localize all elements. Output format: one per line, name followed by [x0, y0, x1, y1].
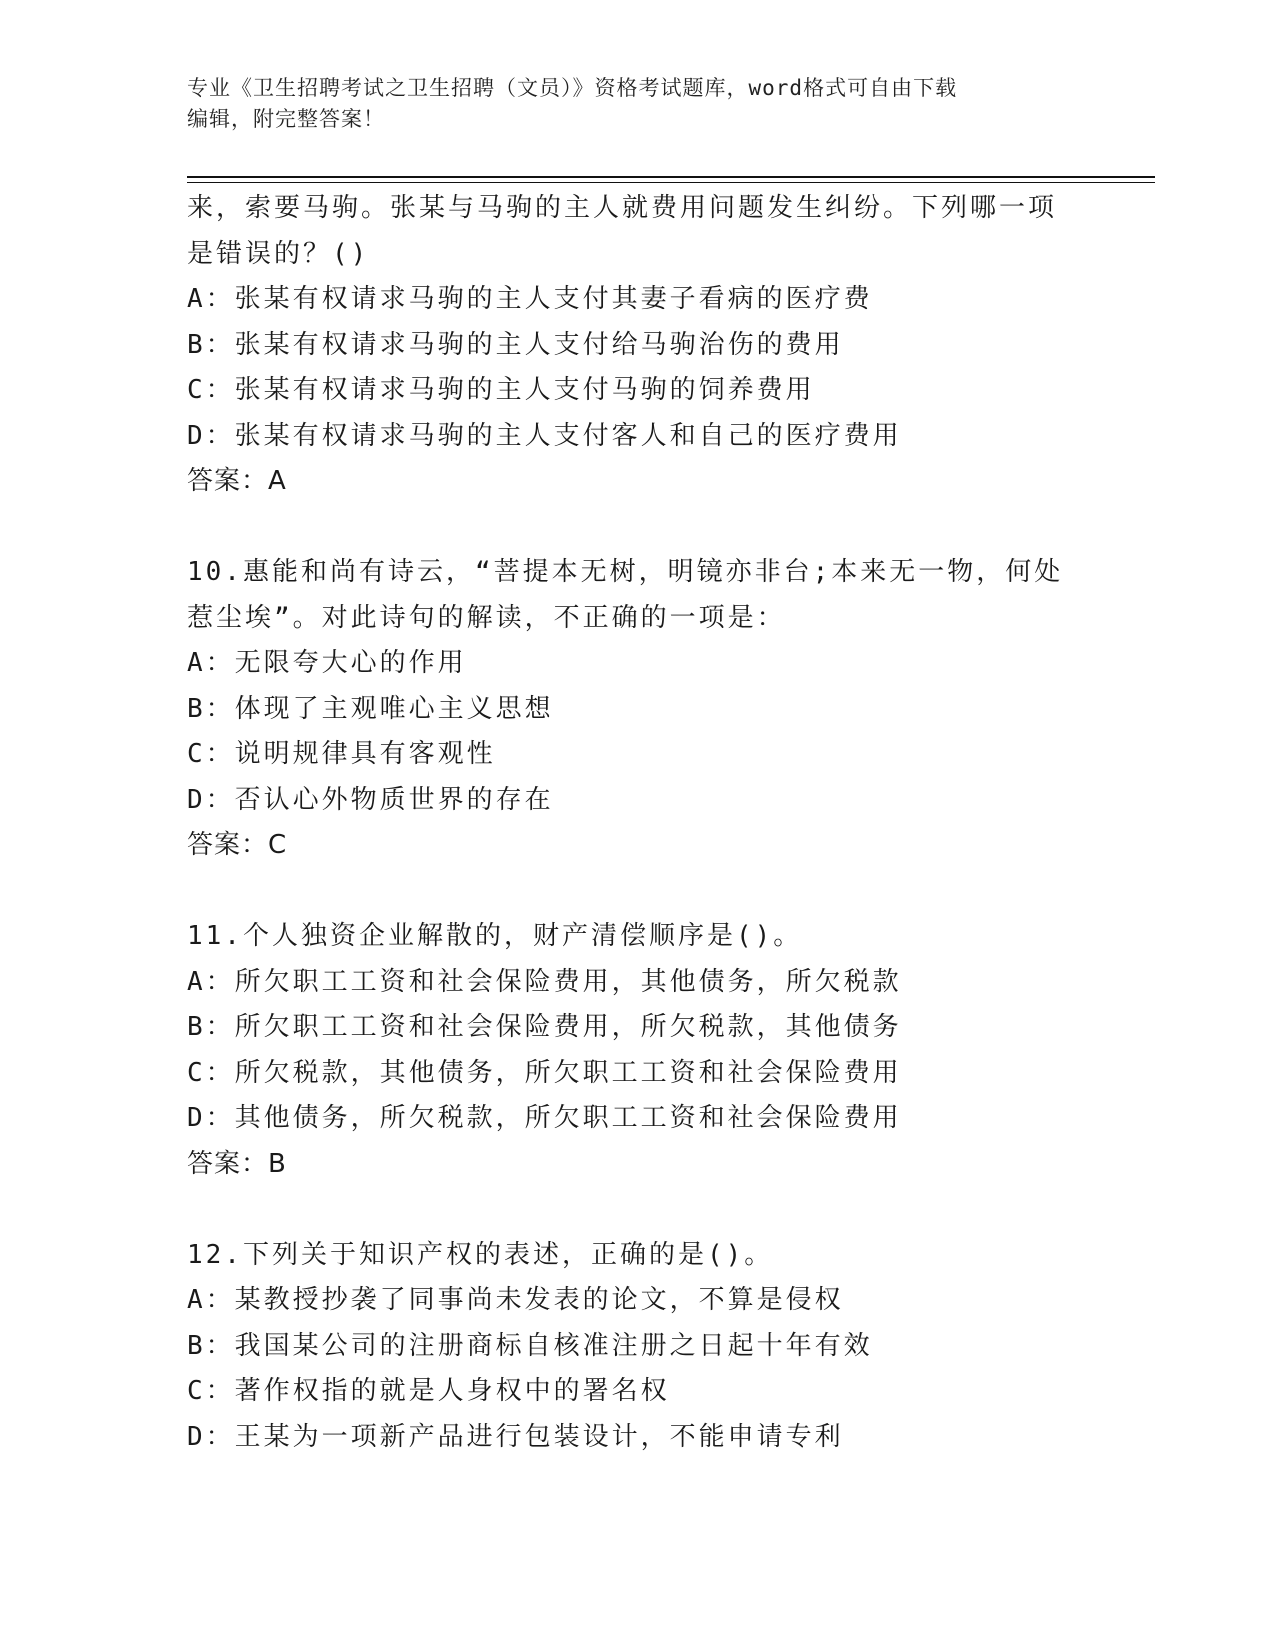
option-b: B：我国某公司的注册商标自核准注册之日起十年有效 — [187, 1330, 873, 1361]
spacer — [187, 869, 1087, 915]
question-stem: 惹尘埃”。对此诗句的解读，不正确的一项是： — [187, 602, 786, 633]
option-b: B：所欠职工工资和社会保险费用，所欠税款，其他债务 — [187, 1012, 902, 1042]
option-a: A：张某有权请求马驹的主人支付其妻子看病的医疗费 — [187, 284, 873, 314]
header-divider-thin — [187, 182, 1155, 183]
answer-line: 答案：B — [187, 1148, 287, 1179]
option-d: D：否认心外物质世界的存在 — [187, 784, 554, 815]
header-line-1: 专业《卫生招聘考试之卫生招聘（文员）》资格考试题库，word格式可自由下载 — [187, 76, 958, 100]
option-d: D：王某为一项新产品进行包装设计，不能申请专利 — [187, 1421, 844, 1452]
answer-line: 答案：A — [187, 466, 287, 496]
header-line-2: 编辑，附完整答案！ — [187, 107, 385, 131]
question-12 — [187, 1233, 1087, 1461]
question-list — [187, 186, 1087, 1460]
option-b: B：张某有权请求马驹的主人支付给马驹治伤的费用 — [187, 329, 844, 360]
question-9 — [187, 186, 1087, 505]
question-stem: 是错误的？() — [187, 238, 370, 269]
option-c: C：所欠税款，其他债务，所欠职工工资和社会保险费用 — [187, 1057, 902, 1088]
option-b: B：体现了主观唯心主义思想 — [187, 693, 554, 724]
option-d: D：其他债务，所欠税款，所欠职工工资和社会保险费用 — [187, 1103, 902, 1133]
option-d: D：张某有权请求马驹的主人支付客人和自己的医疗费用 — [187, 420, 902, 451]
spacer — [187, 1187, 1087, 1233]
document-header — [187, 73, 1087, 135]
header-divider-thick — [187, 176, 1155, 178]
question-stem: 10.惠能和尚有诗云，“菩提本无树，明镜亦非台;本来无一物，何处 — [187, 557, 1064, 587]
question-stem: 11.个人独资企业解散的，财产清偿顺序是()。 — [187, 921, 803, 951]
question-10 — [187, 550, 1087, 869]
answer-line: 答案：C — [187, 830, 288, 860]
option-c: C：说明规律具有客观性 — [187, 739, 496, 769]
option-a: A：无限夸大心的作用 — [187, 648, 467, 678]
question-stem: 来，索要马驹。张某与马驹的主人就费用问题发生纠纷。下列哪一项 — [187, 193, 1058, 223]
question-11 — [187, 914, 1087, 1187]
option-a: A：所欠职工工资和社会保险费用，其他债务，所欠税款 — [187, 966, 902, 997]
spacer — [187, 505, 1087, 551]
option-c: C：著作权指的就是人身权中的署名权 — [187, 1376, 670, 1406]
option-a: A：某教授抄袭了同事尚未发表的论文，不算是侵权 — [187, 1285, 844, 1315]
option-c: C：张某有权请求马驹的主人支付马驹的饲养费用 — [187, 375, 815, 405]
question-stem: 12.下列关于知识产权的表述，正确的是()。 — [187, 1239, 774, 1270]
